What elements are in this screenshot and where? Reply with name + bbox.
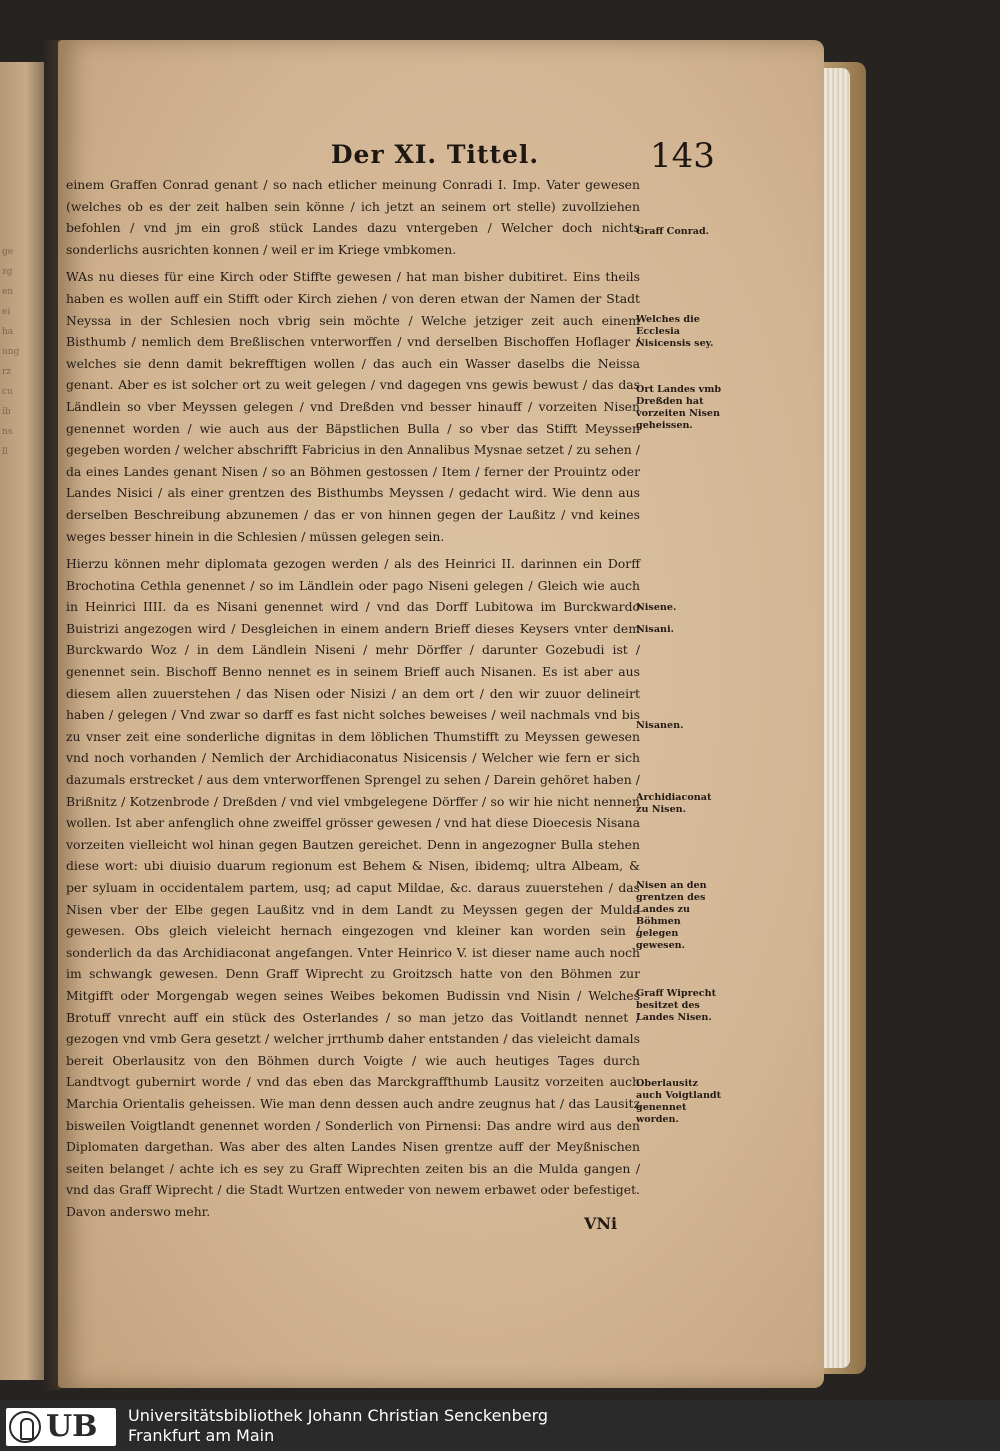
paragraph-1: einem Graffen Conrad genant / so nach etlicher meinung Conradi I. Imp. Vater gewesen (welches ob es der zeit halben sein könne / ich jetzt an seinem ort stelle) zuvollziehen befohlen / vnd jm ein groß stück Landes dazu vntergeben / Welcher doch nichts sonderlichs ausrichten konnen / weil er im Kriege vmbkomen. xyxy=(66,177,640,257)
ub-logo[interactable] xyxy=(6,1408,116,1446)
page-number: 143 xyxy=(650,136,715,176)
crest-icon xyxy=(9,1411,41,1443)
paragraph-3: Hierzu können mehr diplomata gezogen werden / als des Heinrici II. darinnen ein Dorff Brochotina Cethla genennet / so im Ländlein oder pago Niseni gelegen / Gleich wie auch in Heinrici IIII. da es Nisani genennet wird / vnd das Dorff Lubitowa im Burckwardo Buistrizi angezogen wird / Desgleichen in einem andern Brieff dieses Keysers vnter dem Burckwardo Woz / in dem Ländlein Niseni / mehr Dörffer / darunter Gozebudi ist / genennet sein. Bischoff Benno nennet es in seinem Brieff auch Nisanen. Es ist aber aus diesem allen zuuerstehen / das Nisen oder Nisizi / an dem ort / den wir zuuor delineirt haben / gelegen / Vnd zwar so darff es fast nicht solches beweises / weil nachmals vnd bis zu vnser zeit eine sonderliche dignitas in dem löblichen Thumstifft zu Meyssen gewesen vnd noch vorhanden / Nemlich der Archidiaconatus Nisicensis / Welcher wie fern er sich dazumals erstrecket / aus dem vnterworffenen Sprengel zu sehen / Darein gehöret haben / Brißnitz / Kotzenbrode / Dreßden / vnd viel vmbgelegene Dörffer / so wir hie nicht nennen wollen. Ist aber anfenglich ohne zweiffel grösser gewesen / vnd hat diese Dioecesis Nisana vorzeiten vielleicht wol hinan gegen Bautzen gereichet. Denn in angezogner Bulla stehen diese wort: ubi diuisio duarum regionum est Behem & Nisen, ibidemq; ultra Albeam, & per syluam in occidentalem partem, usq; ad caput Mildae, &c. daraus zuuerstehen / das Nisen vber der Elbe gegen Laußitz vnd in dem Landt zu Meyssen gegen der Mulda gewesen. Obs gleich vieleicht hernach eingezogen vnd kleiner kan worden sein / sonderlich da das Archidiaconat angefangen. Vnter Heinrico V. ist dieser name auch noch im schwangk gewesen. Denn Graff Wiprecht zu Groitzsch hatte von den Böhmen zur Mitgifft oder Morgengab wegen seines Weibes bekomen Budissin vnd Nisin / Welches Brotuff vnrecht auff ein stück des Osterlandes / so man jetzo das Voitlandt nennet / gezogen vnd vmb Gera gesetzt / welcher jrrthumb daher entstanden / das vieleicht damals bereit Oberlausitz von den Böhmen durch Voigte / wie auch heutiges Tages durch Landtvogt gubernirt worde / vnd das eben das Marckgraffthumb Lausitz vorzeiten auch Marchia Orientalis geheissen. Wie man denn dessen auch andre zeugnus hat / das Lausitz bisweilen Voigtlandt genennet worden / Sonderlich von Pirnensi: Das andre wird aus den Diplomaten dargethan. Was aber des alten Landes Nisen grentze auff der Meyßnischen seiten belanget / achte ich es sey zu Graff Wiprechten zeiten bis an die Mulda gangen / vnd das Graff Wiprecht / die Stadt Wurtzen entweder von newem erbawet oder befestiget. Davon anderswo mehr. xyxy=(66,556,640,1219)
library-footer xyxy=(0,1400,1000,1451)
margin-note-3: Ort Landes vmb Dreßden hat vorzeiten Nisen geheissen. xyxy=(636,384,722,431)
margin-note-8: Nisen an den grentzen des Landes zu Böhmen gelegen gewesen. xyxy=(636,880,707,951)
book-page xyxy=(58,40,824,1388)
margin-note-2: Welches die Ecclesia Nisicensis sey. xyxy=(636,314,714,349)
main-text xyxy=(66,174,640,1223)
institution-line-1: Universitätsbibliothek Johann Christian Senckenberg xyxy=(128,1406,549,1425)
margin-note-5: Nisani. xyxy=(636,624,674,635)
paragraph-2: WAs nu dieses für eine Kirch oder Stiffte gewesen / hat man bisher dubitiret. Eins theils haben es wollen auff ein Stifft oder Kirch ziehen / von deren etwan der Namen der Stadt Neyssa in der Schlesien noch vbrig sein möchte / Welche jetziger zeit auch einem Bisthumb / nemlich dem Breßlischen vnterworffen / vnd derselben Bischoffen Hoflager / welches sie denn damit bekrefftigen wollen / das auch ein Wasser daselbs die Neissa genant. Aber es ist solcher ort zu weit gelegen / vnd dagegen vns gewis bewust / das das Ländlein so vber Meyssen gelegen / vnd Dreßden vnd besser hinauff / vorzeiten Nisen genennet worden / wie auch aus der Bäpstlichen Bulla / so vber das Stifft Meyssen gegeben worden / welcher abschrifft Fabricius in den Annalibus Mysnae setzet / zu sehen / da eines Landes genant Nisen / so an Böhmen gestossen / Item / ferner der Prouintz oder Landes Nisici / als einer grentzen des Bisthumbs Meyssen / gedacht wird. Wie denn aus derselben Beschreibung abzunemen / das er von hinnen gegen der Laußitz / vnd keines weges besser hinein in die Schlesien / müssen gelegen sein. xyxy=(66,269,640,544)
facing-page-edge xyxy=(0,62,44,1380)
logo-text: UB xyxy=(46,1409,98,1444)
facing-page-text-fragment: ge zg en ei ha ung rz cu ib ns ll xyxy=(2,247,20,457)
institution-name xyxy=(128,1406,548,1446)
running-head: Der XI. Tittel. xyxy=(330,140,540,169)
margin-note-6: Nisanen. xyxy=(636,720,684,731)
margin-note-7: Archidiaconat zu Nisen. xyxy=(636,792,712,815)
margin-note-4: Nisene. xyxy=(636,602,677,613)
margin-note-1: Graff Conrad. xyxy=(636,226,710,237)
margin-note-10: Oberlausitz auch Voigtlandt genennet worden. xyxy=(636,1078,722,1125)
catchword: VNi xyxy=(584,1214,618,1233)
institution-line-2: Frankfurt am Main xyxy=(128,1426,275,1445)
margin-note-9: Graff Wiprecht besitzet des Landes Nisen. xyxy=(636,988,717,1023)
